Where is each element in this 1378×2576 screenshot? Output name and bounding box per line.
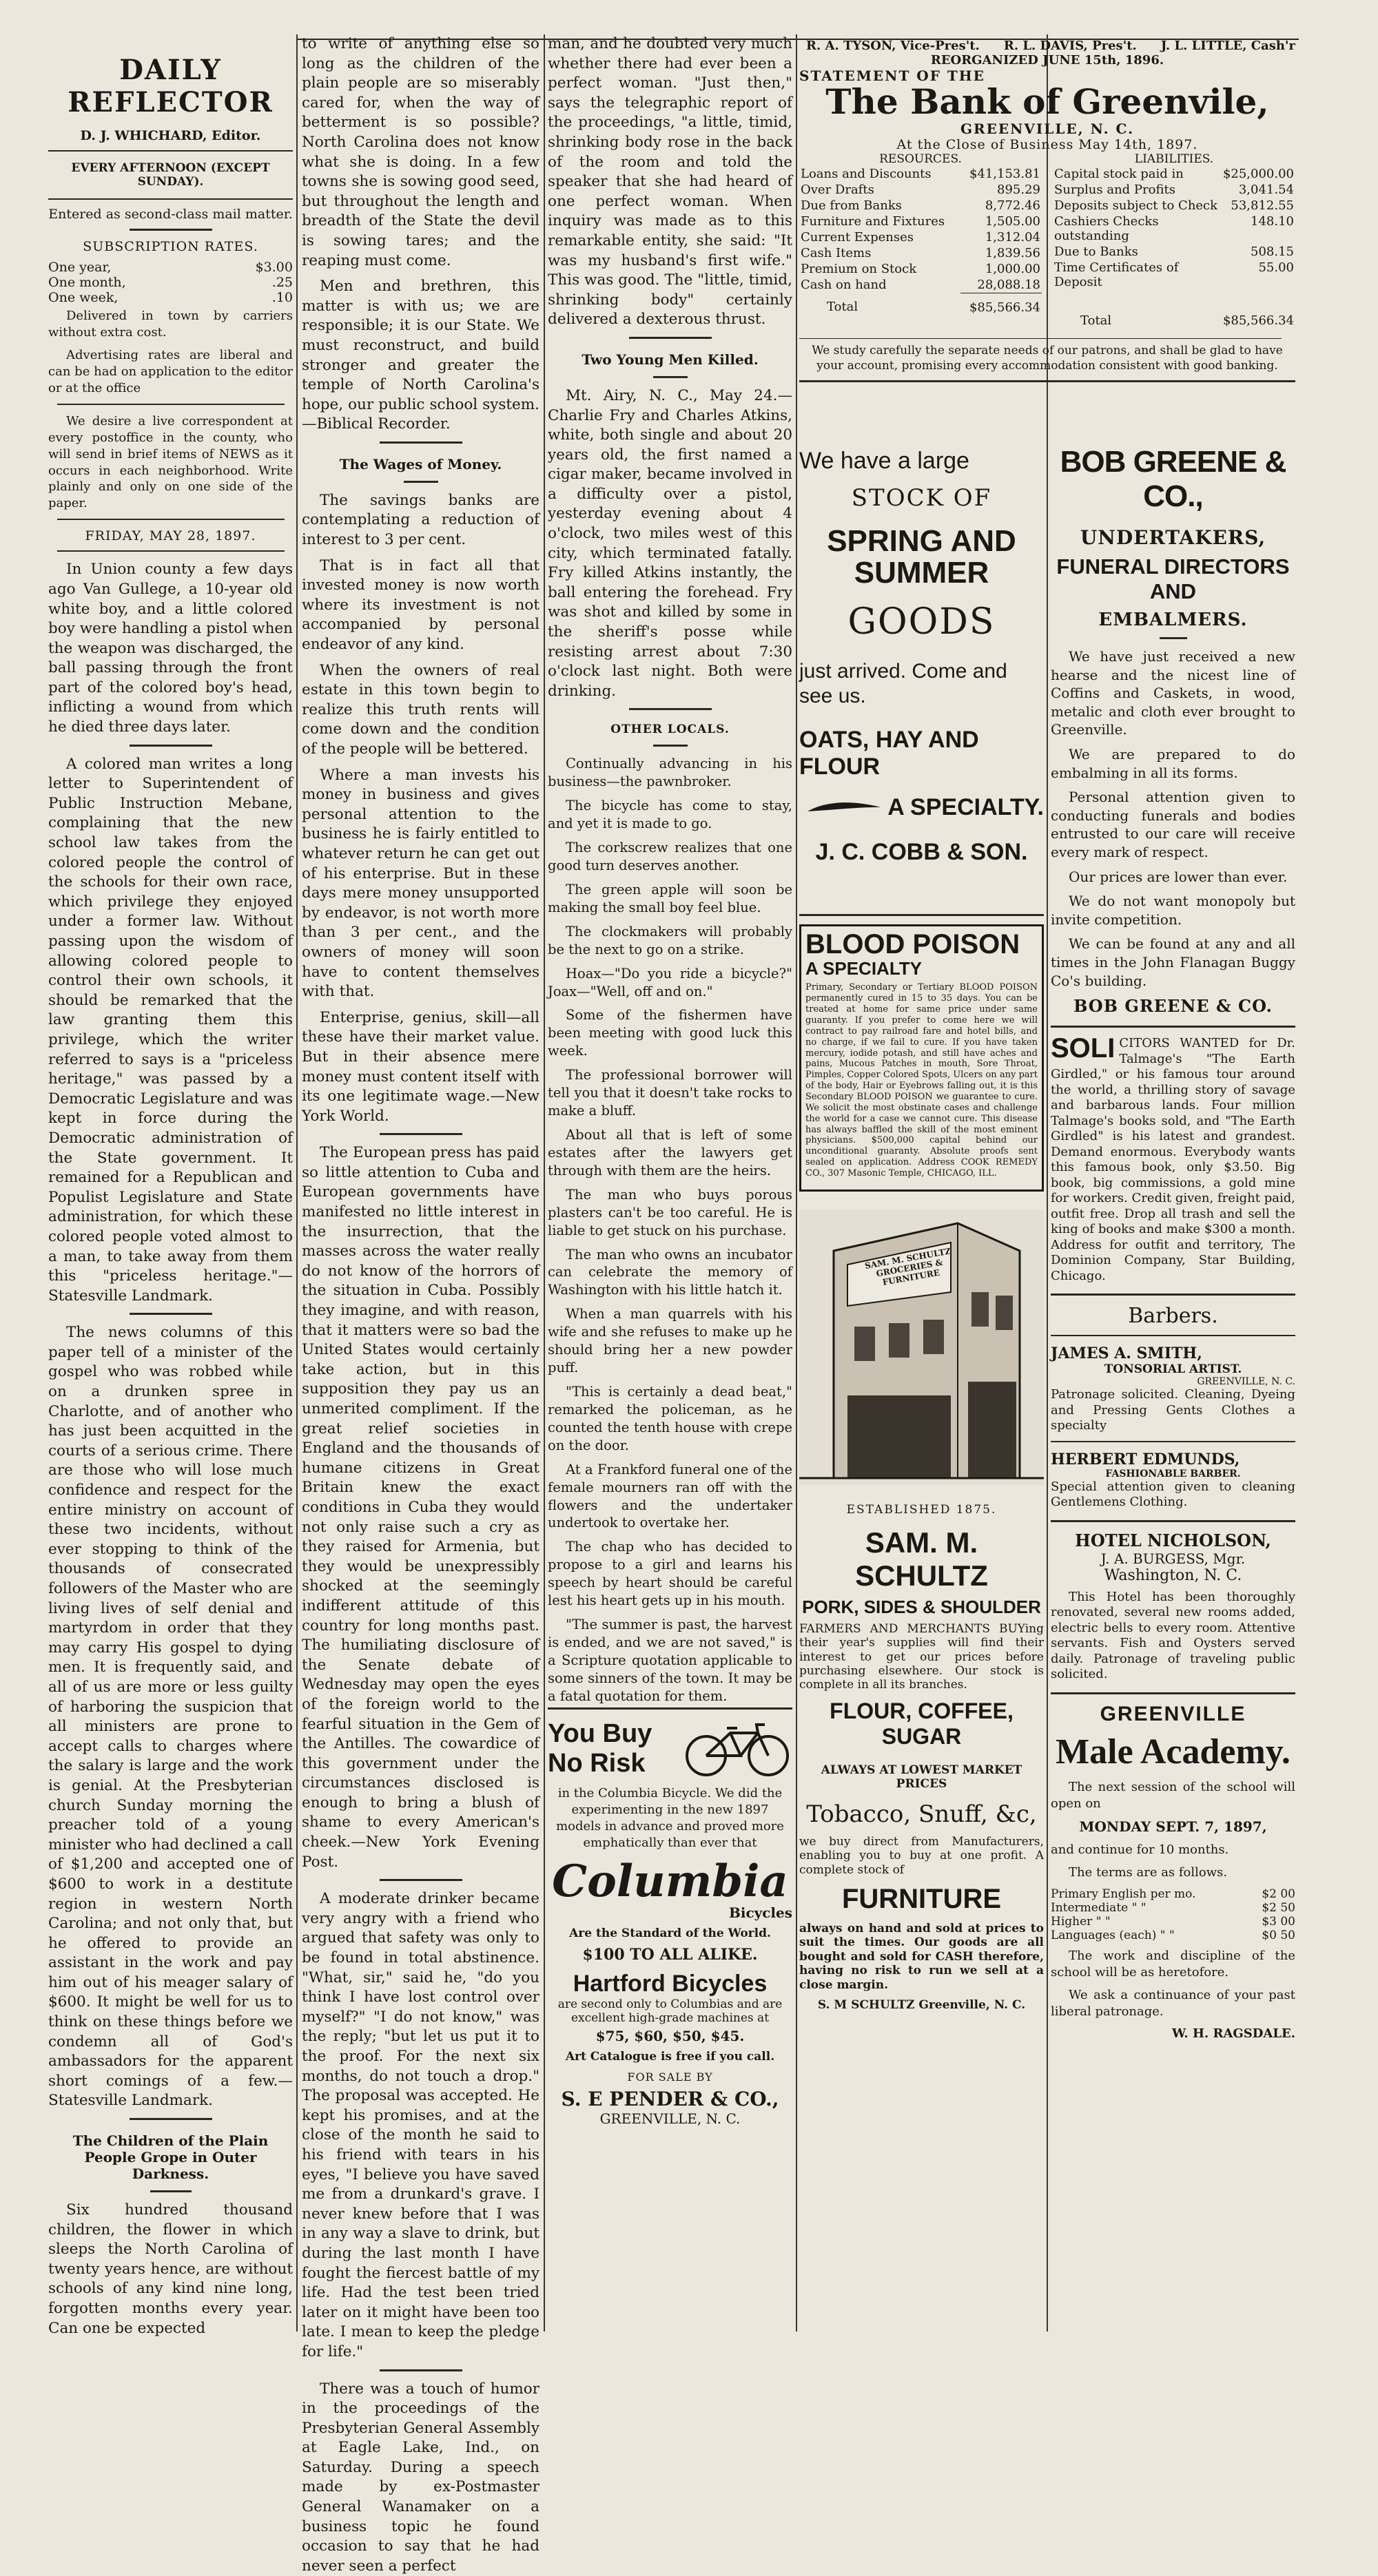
schultz-name: SAM. M. SCHULTZ — [799, 1526, 1044, 1592]
blood-title: BLOOD POISON — [805, 931, 1038, 958]
bike-ad-brand-sub: Bicycles — [548, 1904, 792, 1921]
divider — [380, 1133, 462, 1135]
cobb-line: OATS, HAY AND FLOUR — [799, 727, 1044, 780]
bank-resources: RESOURCES. Loans and Discounts $41,153.81 Over Drafts 895.29 Due from Banks 8,772.46 Furniture and Fixtures 1,505.00 Current Expenses 1,312.04 Cash Items 1,839.56 Premium on Stock 1,000.00 Cash on hand 28,088.18 Total $85,566.34 — [799, 152, 1042, 329]
article-heading: Two Young Men Killed. — [548, 351, 792, 368]
hartford-title: Hartford Bicycles — [548, 1971, 792, 1997]
table-row: Time Certificates of Deposit 55.00 — [1053, 260, 1295, 290]
greene-paragraph: Personal attention given to conducting funerals and bodies entrusted to our care will receive every mark of respect. — [1051, 788, 1295, 861]
bike-ad-body: in the Columbia Bicycle. We did the experimenting in the new 1897 models in advance and proved more emphatically than ever that — [548, 1785, 792, 1851]
local-item: The corkscrew realizes that one good turn deserves another. — [548, 839, 792, 875]
academy-paragraph: We ask a continuance of your past liberal patronage. — [1051, 1987, 1295, 2020]
divider — [1051, 1441, 1295, 1442]
solicitors-text: CITORS WANTED for Dr. Talmage's "The Earth Girdled," or his famous tour around the world, a thrilling story of savage and barbarous lands. Four million Talmage's books sold, and "The Earth Girdled" is his latest and grandest. Demand enormous. Everybody wants this famous book, only $3.50. Big book, big commissions, a gold mine for workers. Credit given, freight paid, outfit free. Drop all trash and sell the king of books and make $300 a month. Address for outfit and territory, The Dominion Company, Star Building, Chicago. — [1051, 1036, 1295, 1283]
local-item: Some of the fishermen have been meeting with good luck this week. — [548, 1006, 792, 1060]
bike-ad-price: $100 TO ALL ALIKE. — [548, 1946, 792, 1964]
bike-ad-standard: Are the Standard of the World. — [548, 1926, 792, 1940]
local-item: The chap who has decided to propose to a girl and learns his speech by heart should be careful lest his heart gets up in his mouth. — [548, 1538, 792, 1610]
local-item: The bicycle has come to stay, and yet it is made to go. — [548, 797, 792, 833]
schultz-line: FLOUR, COFFEE, SUGAR — [799, 1699, 1044, 1749]
table-row: Cashiers Checks outstanding 148.10 — [1053, 214, 1295, 244]
cobb-line: A SPECIALTY. — [887, 794, 1044, 821]
greene-sign: BOB GREENE & CO. — [1051, 996, 1295, 1016]
rate-row: One month, .25 — [48, 275, 293, 290]
smith-title: TONSORIAL ARTIST. — [1051, 1362, 1295, 1376]
divider — [799, 338, 1282, 339]
divider — [629, 337, 712, 339]
table-row: Current Expenses 1,312.04 — [799, 229, 1042, 245]
academy-paragraph: The work and discipline of the school will be as heretofore. — [1051, 1948, 1295, 1981]
schultz-line: FURNITURE — [799, 1884, 1044, 1915]
column-4 — [799, 441, 1044, 2335]
greene-ad — [1051, 445, 1295, 1016]
column-1 — [48, 34, 293, 2335]
hotel-manager: J. A. BURGESS, Mgr. — [1051, 1550, 1295, 1567]
article-paragraph: A colored man writes a long letter to Superintendent of Public Instruction Mebane, complaining that the new school law takes from the colored people the control of the schools for their own race, which privilege they enjoyed under a former law. Without passing upon the wisdom of allowing colored people to control their own schools, it should be remarked that the law granting them this privilege, which the writer referred to says is a "priceless heritage," was passed by a Democratic Legislature and was kept in force during the Democratic administration of the State government. It remained for a Republican and Populist Legislature and State administration, for which these colored people voted almost to a man, to take away from them this "priceless heritage."—Statesville Landmark. — [48, 755, 293, 1307]
bank-close: At the Close of Business May 14th, 1897. — [799, 137, 1295, 152]
greene-paragraph: We have just received a new hearse and the nicest line of Coffins and Caskets, in wood, metalic and cloth ever brought to Greenville. — [1051, 647, 1295, 739]
article-heading: The Wages of Money. — [302, 456, 539, 472]
correspondent-note: We desire a live correspondent at every postoffice in the county, who will send in brief items of NEWS as it occurs in each neighborhood. Write plainly and only on one side of the paper. — [48, 413, 293, 512]
schultz-line: ALWAYS AT LOWEST MARKET PRICES — [799, 1763, 1044, 1791]
divider — [653, 745, 688, 747]
table-row: Loans and Discounts $41,153.81 — [799, 166, 1042, 182]
greene-paragraph: We do not want monopoly but invite competition. — [1051, 892, 1295, 928]
greene-paragraph: Our prices are lower than ever. — [1051, 868, 1295, 886]
greene-paragraph: We can be found at any and all times in the John Flanagan Buggy Co's building. — [1051, 935, 1295, 990]
article-paragraph: to write of anything else so long as the children of the plain people are so miserably cared for, when the way of betterment is so possible? North Carolina does not know what she is doing. In a few towns she is sowing good seed, but throughout the length and breadth of the State the devil is sowing tares; and the reaping must come. — [302, 34, 539, 271]
bicycle-icon — [682, 1718, 792, 1780]
hotel-town: Washington, N. C. — [1051, 1567, 1295, 1584]
local-item: The man who owns an incubator can celebrate the memory of Washington with his little hatch it. — [548, 1246, 792, 1300]
article-paragraph: In Union county a few days ago Van Gullege, a 10-year old white boy, and a little colored boy were handling a pistol when the weapon was discharged, the ball passing through the front part of the colored boy's head, inflicting a wound from which he died three days later. — [48, 560, 293, 737]
bank-statement-label: STATEMENT OF THE — [799, 67, 1295, 84]
article-paragraph: When the owners of real estate in this town begin to realize this truth rents will come down and the condition of the people will be bettered. — [302, 661, 539, 760]
article-paragraph: There was a touch of humor in the proceedings of the Presbyterian General Assembly at Eagle Lake, Ind., on Saturday. During a speech made by ex-Postmaster General Wanamaker on a business topic he found occasion to say that he had never seen a perfect — [302, 2380, 539, 2576]
hotel-text: This Hotel has been thoroughly renovated, several new rooms added, electric bells to every room. Attentive servants. Fish and Oysters served daily. Patronage of traveling public solicited. — [1051, 1590, 1295, 1683]
divider — [1051, 1335, 1295, 1336]
blood-body: Primary, Secondary or Tertiary BLOOD POISON permanently cured in 15 to 35 days. You can be treated at home for same price under same guaranty. If you prefer to come here we will contract to pay railroad fare and hotel bills, and no charge, if we fail to cure. If you have taken mercury, iodide potash, and still have aches and pains, Mucous Patches in mouth, Sore Throat, Pimples, Copper Colored Spots, Ulcers on any part of the body, Hair or Eyebrows falling out, it is this Secondary BLOOD POISON we guarantee to cure. We solicit the most obstinate cases and challenge the world for a case we cannot cure. This disease has always baffled the skill of the most eminent physicians. $500,000 capital behind our unconditional guaranty. Absolute proofs sent sealed on application. Address COOK REMEDY CO., 307 Masonic Temple, CHICAGO, ILL. — [805, 982, 1038, 1178]
academy-date: MONDAY SEPT. 7, 1897, — [1051, 1818, 1295, 1835]
advertising-note: Advertising rates are liberal and can be had on application to the editor or at the office — [48, 347, 293, 397]
table-row: Due from Banks 8,772.46 — [799, 198, 1042, 214]
bike-ad-catalogue: Art Catalogue is free if you call. — [548, 2050, 792, 2064]
schultz-body: always on hand and sold at prices to suit the times. Our goods are all bought and sold for CASH therefore, having no risk to run we sell at a close margin. — [799, 1922, 1044, 1992]
rate-row: One year, $3.00 — [48, 260, 293, 275]
divider — [130, 745, 212, 747]
schultz-line: PORK, SIDES & SHOULDER — [799, 1597, 1044, 1618]
local-item: The man who buys porous plasters can't be too careful. He is liable to get stuck on his purchase. — [548, 1186, 792, 1240]
divider — [130, 229, 212, 231]
bike-ad-for-sale: FOR SALE BY — [548, 2070, 792, 2084]
greene-line: EMBALMERS. — [1051, 610, 1295, 630]
table-row: Over Drafts 895.29 — [799, 182, 1042, 198]
article-heading: OTHER LOCALS. — [548, 723, 792, 736]
divider — [653, 376, 688, 378]
cobb-line: We have a large — [799, 448, 1044, 475]
column-rule — [796, 34, 797, 2331]
flourish-icon — [806, 798, 882, 818]
column-2 — [302, 34, 539, 2335]
local-item: The professional borrower will tell you that it doesn't take rocks to make a bluff. — [548, 1066, 792, 1120]
hartford-body: are second only to Columbias and are excellent high-grade machines at — [548, 1997, 792, 2025]
table-row: Cash on hand 28,088.18 — [799, 277, 1042, 293]
cobb-ad — [799, 448, 1044, 866]
locals-list — [548, 755, 792, 1705]
divider — [130, 1313, 212, 1315]
cobb-line: GOODS — [799, 601, 1044, 643]
smith-name: JAMES A. SMITH, — [1051, 1344, 1295, 1362]
cobb-line: SPRING AND SUMMER — [799, 526, 1044, 589]
article-paragraph: The savings banks are contemplating a reduction of interest to 3 per cent. — [302, 491, 539, 550]
greene-title: BOB GREENE & CO., — [1051, 445, 1295, 514]
bank-city: GREENVILLE, N. C. — [799, 121, 1295, 137]
column-rule — [544, 34, 545, 2331]
mail-note: Entered as second-class mail matter. — [48, 207, 293, 222]
academy-name: Male Academy. — [1051, 1732, 1295, 1772]
divider — [130, 2118, 212, 2120]
masthead-title: DAILY REFLECTOR — [48, 54, 293, 118]
table-row: Due to Banks 508.15 — [1053, 244, 1295, 260]
term-row: Intermediate " " $2 50 — [1051, 1901, 1295, 1915]
resources-table — [799, 166, 1042, 315]
column-5 — [1051, 441, 1295, 2335]
table-row: Cash Items 1,839.56 — [799, 245, 1042, 261]
local-item: The clockmakers will probably be the next to go on a strike. — [548, 923, 792, 959]
article-paragraph: Men and brethren, this matter is with us; we are responsible; it is our State. We must reconstruct, and build stronger and greater the temple of North Carolina's hope, our public school system.—Biblical Recorder. — [302, 277, 539, 435]
table-row: Capital stock paid in $25,000.00 — [1053, 166, 1295, 182]
schultz-sign-off: S. M SCHULTZ Greenville, N. C. — [799, 1998, 1044, 2012]
hartford-prices: $75, $60, $50, $45. — [548, 2028, 792, 2044]
schultz-store-illustration — [799, 1209, 1044, 1517]
article-heading: The Children of the Plain People Grope in Outer Darkness. — [48, 2132, 293, 2182]
barbers-title: Barbers. — [1051, 1304, 1295, 1328]
local-item: Continually advancing in his business—the pawnbroker. — [548, 755, 792, 791]
article-paragraph: The news columns of this paper tell of a minister of the gospel who was robbed while on a drunken spree in Charlotte, and of another who has just been acquitted in the courts of a serious crime. There are those who will lose much confidence and respect for the entire ministry on account of these two incidents, without ever stopping to think of the thousands of consecrated followers of the Master who are living lives of self denial and martyrdom in order that they may carry His gospel to dying men. It is frequently said, and all of us are more or less guilty of harboring the suspicion that all ministers are prone to accept calls to charges where the salary is large and the work is genial. At the Presbyterian church Sunday morning the preacher told of a young minister who had declined a call of $1,200 and accepted one of $600 to work in a destitute region in western North Carolina; and not only that, but he offered to provide an assistant in the work and pay him out of his meager salary of $600. It might be well for us to think on these things before we condemn all of God's ambassadors for the apparent short comings of a few.—Statesville Landmark. — [48, 1323, 293, 2111]
cobb-line: just arrived. Come and see us. — [799, 659, 1044, 709]
masthead-editor: D. J. WHICHARD, Editor. — [48, 128, 293, 143]
divider — [380, 2369, 462, 2371]
rates-title: SUBSCRIPTION RATES. — [48, 239, 293, 254]
academy-ad — [1051, 1692, 1295, 2042]
bank-reorganized: REORGANIZED JUNE 15th, 1896. — [799, 53, 1295, 67]
bank-statement — [799, 39, 1295, 382]
smith-town: GREENVILLE, N. C. — [1051, 1376, 1295, 1387]
divider — [380, 442, 462, 444]
term-row: Primary English per mo. $2 00 — [1051, 1887, 1295, 1901]
article-paragraph: The European press has paid so little attention to Cuba and European governments have manifested no little interest in the insurrection, that the masses across the water really do not know of the horrors of the situation in Cuba. Possibly they imagine, and with reason, that it matters were so bad the United States would certainly take action, but in this supposition they pay us an unmerited compliment. If the great relief societies in England and the thousands of humane citizens in Great Britain knew the exact conditions in Cuba they would not only raise such a cry as they raised for Armenia, but they would be unexpressibly shocked at the seemingly indifferent attitude of this country for long months past. The humiliating disclosure of the Senate debate of Wednesday may open the eyes of the foreign world to the fearful situation in the Gem of the Antilles. The cowardice of this government under the circumstances disclosed is enough to bring a blush of shame to every American's cheek.—New York Evening Post. — [302, 1143, 539, 1872]
bank-officers: R. A. TYSON, Vice-Pres't. R. L. DAVIS, Pres't. J. L. LITTLE, Cash'r — [799, 39, 1295, 53]
divider — [404, 481, 438, 483]
term-row: Languages (each) " " $0 50 — [1051, 1929, 1295, 1942]
columbia-logo: Columbia — [548, 1858, 792, 1904]
divider — [380, 1879, 462, 1881]
divider — [629, 708, 712, 710]
smith-text: Patronage solicited. Cleaning, Dyeing and Pressing Gents Clothes a specialty — [1051, 1387, 1295, 1434]
masthead-frequency-box — [48, 150, 293, 200]
bicycle-ad — [548, 1707, 792, 2127]
article-paragraph: That is in fact all that invested money is now worth where its investment is not accompanied by personal endeavor of any kind. — [302, 557, 539, 655]
divider — [57, 404, 285, 405]
academy-town: GREENVILLE — [1051, 1703, 1295, 1726]
schultz-line: Tobacco, Snuff, &c, — [799, 1800, 1044, 1828]
article-paragraph: A moderate drinker became very angry with a friend who argued that safety was only to be found in total abstinence. "What, sir," said he, "do you think I have lost control over myself?" "I do not know," was the reply; "but let us put it to the proof. For the next six months, do not touch a drop." The proposal was accepted. He kept his promises, and at the close of the month he said to his friend with tears in his eyes, "I believe you have saved me from a drunkard's grave. I never knew before that I was in any way a slave to drink, but during the last month I have fought the fiercest battle of my life. Had the test been tried later on it might have been too late. I mean to keep the pledge for life." — [302, 1889, 539, 2362]
edmunds-text: Special attention given to cleaning Gentlemens Clothing. — [1051, 1479, 1295, 1510]
store-sign: SAM. M. SCHULTZ GROCERIES & FURNITURE — [853, 1244, 967, 1291]
bike-ad-town: GREENVILLE, N. C. — [548, 2110, 792, 2127]
academy-paragraph: and continue for 10 months. — [1051, 1842, 1295, 1858]
schultz-body: FARMERS AND MERCHANTS BUYing their year's supplies will find their interest to get our prices before purchasing elsewhere. Our stock is complete in all its branches. — [799, 1622, 1044, 1692]
edmunds-title: FASHIONABLE BARBER. — [1051, 1468, 1295, 1479]
greene-line: UNDERTAKERS, — [1051, 526, 1295, 549]
schultz-established: ESTABLISHED 1875. — [799, 1503, 1044, 1517]
article-paragraph: Six hundred thousand children, the flower in which sleeps the North Carolina of twenty years hence, are without schools of any kind nine long, forgotten months every year. Can one be expected — [48, 2201, 293, 2338]
local-item: The green apple will soon be making the small boy feel blue. — [548, 881, 792, 917]
bike-ad-headline: You Buy — [548, 1719, 652, 1749]
table-row: Deposits subject to Check 53,812.55 — [1053, 198, 1295, 214]
bank-name: The Bank of Greenvile, — [799, 84, 1295, 121]
table-row: Total $85,566.34 — [799, 293, 1042, 315]
cobb-line: J. C. COBB & SON. — [799, 839, 1044, 866]
bank-footer: We study carefully the separate needs of our patrons, and shall be glad to have your account, promising every accommodation consistent with good banking. — [799, 343, 1295, 373]
term-row: Higher " " $3 00 — [1051, 1915, 1295, 1929]
academy-terms-title: The terms are as follows. — [1051, 1865, 1295, 1881]
academy-sign: W. H. RAGSDALE. — [1051, 2026, 1295, 2041]
barbers-section — [1051, 1294, 1295, 1510]
divider — [57, 519, 285, 520]
rate-row: One week, .10 — [48, 290, 293, 305]
article-paragraph: Enterprise, genius, skill—all these have their market value. But in their absence mere money must content itself with its one legitimate wage.—New York World. — [302, 1008, 539, 1127]
article-paragraph: man, and he doubted very much whether there had ever been a perfect woman. "Just then," says the telegraphic report of the proceedings, "a little, timid, shrinking body rose in the back of the room and told the speaker that she had heard of one perfect woman. When inquiry was made as to this remarkable entity, she said: "It was my husband's first wife." This was good. The "little, timid, shrinking body" certainly delivered a dexterous thrust. — [548, 34, 792, 330]
table-row: Premium on Stock 1,000.00 — [799, 261, 1042, 277]
local-item: Hoax—"Do you ride a bicycle?" Joax—"Well, off and on." — [548, 965, 792, 1001]
divider — [799, 380, 1295, 382]
schultz-ad — [799, 1526, 1044, 2012]
divider — [1160, 637, 1187, 639]
issue-date: FRIDAY, MAY 28, 1897. — [48, 528, 293, 543]
greene-line: FUNERAL DIRECTORS AND — [1051, 554, 1295, 604]
local-item: "This is certainly a dead beat," remarked the policeman, as he counted the tenth house with crepe on the door. — [548, 1383, 792, 1455]
delivery-note: Delivered in town by carriers without extra cost. — [48, 308, 293, 341]
divider — [57, 550, 285, 552]
table-row: Surplus and Profits 3,041.54 — [1053, 182, 1295, 198]
local-item: At a Frankford funeral one of the female mourners ran off with the flowers and the undertaker undertook to overtake her. — [548, 1461, 792, 1533]
column-rule — [296, 34, 298, 2331]
article-paragraph: Where a man invests his money in business and gives personal attention to the business he is fairly entitled to whatever return he can get out of his enterprise. But in these days mere money unsupported by endeavor, is not worth more than 3 per cent., and the owners of money will soon have to content themselves with that. — [302, 766, 539, 1002]
blood-poison-ad — [799, 914, 1044, 1191]
solicitors-ad — [1051, 1026, 1295, 1284]
cobb-line: STOCK OF — [799, 484, 1044, 512]
article-paragraph: Mt. Airy, N. C., May 24.—Charlie Fry and Charles Atkins, white, both single and about 20 years old, the first named a cigar maker, became involved in a difficulty over a pistol, yesterday evening about 4 o'clock, two miles west of this city, which terminated fatally. Fry killed Atkins instantly, the ball entering the forehead. Fry was shot and killed by some in the sheriff's posse while resisting arrest about 7:30 o'clock last night. Both were drinking. — [548, 386, 792, 702]
edmunds-name: HERBERT EDMUNDS, — [1051, 1451, 1295, 1468]
local-item: When a man quarrels with his wife and she refuses to make up he should bring her a new powder puff. — [548, 1305, 792, 1377]
hotel-name: HOTEL NICHOLSON, — [1051, 1530, 1295, 1550]
local-item: "The summer is past, the harvest is ended, and we are not saved," is a Scripture quotation applicable to some sinners of the town. It may be a fatal quotation for them. — [548, 1616, 792, 1705]
bank-liabilities: LIABILITIES. Capital stock paid in $25,000.00 Surplus and Profits 3,041.54 Deposits subject to Check 53,812.55 Cashiers Checks outstanding 148.10 Due to Banks 508.15 Time Certificates of Deposit 55.00 Total $85,566.34 — [1053, 152, 1295, 329]
divider — [150, 2190, 192, 2192]
liabilities-table — [1053, 166, 1295, 329]
bike-ad-dealer: S. E PENDER & CO., — [548, 2088, 792, 2110]
greene-paragraph: We are prepared to do embalming in all its forms. — [1051, 745, 1295, 782]
bike-ad-headline: No Risk — [548, 1749, 652, 1778]
masthead-frequency: EVERY AFTERNOON (EXCEPT SUNDAY). — [48, 161, 293, 189]
table-row: Total $85,566.34 — [1053, 290, 1295, 329]
column-3 — [548, 34, 792, 2335]
blood-subtitle: A SPECIALTY — [805, 958, 1038, 979]
hotel-ad — [1051, 1520, 1295, 1683]
academy-paragraph: The next session of the school will open on — [1051, 1779, 1295, 1812]
solicitors-lead: SOLI — [1051, 1036, 1115, 1061]
local-item: About all that is left of some estates after the lawyers get through with them are the heirs. — [548, 1126, 792, 1180]
table-row: Furniture and Fixtures 1,505.00 — [799, 214, 1042, 229]
schultz-body: we buy direct from Manufacturers, enabling you to buy at one profit. A complete stock of — [799, 1835, 1044, 1877]
